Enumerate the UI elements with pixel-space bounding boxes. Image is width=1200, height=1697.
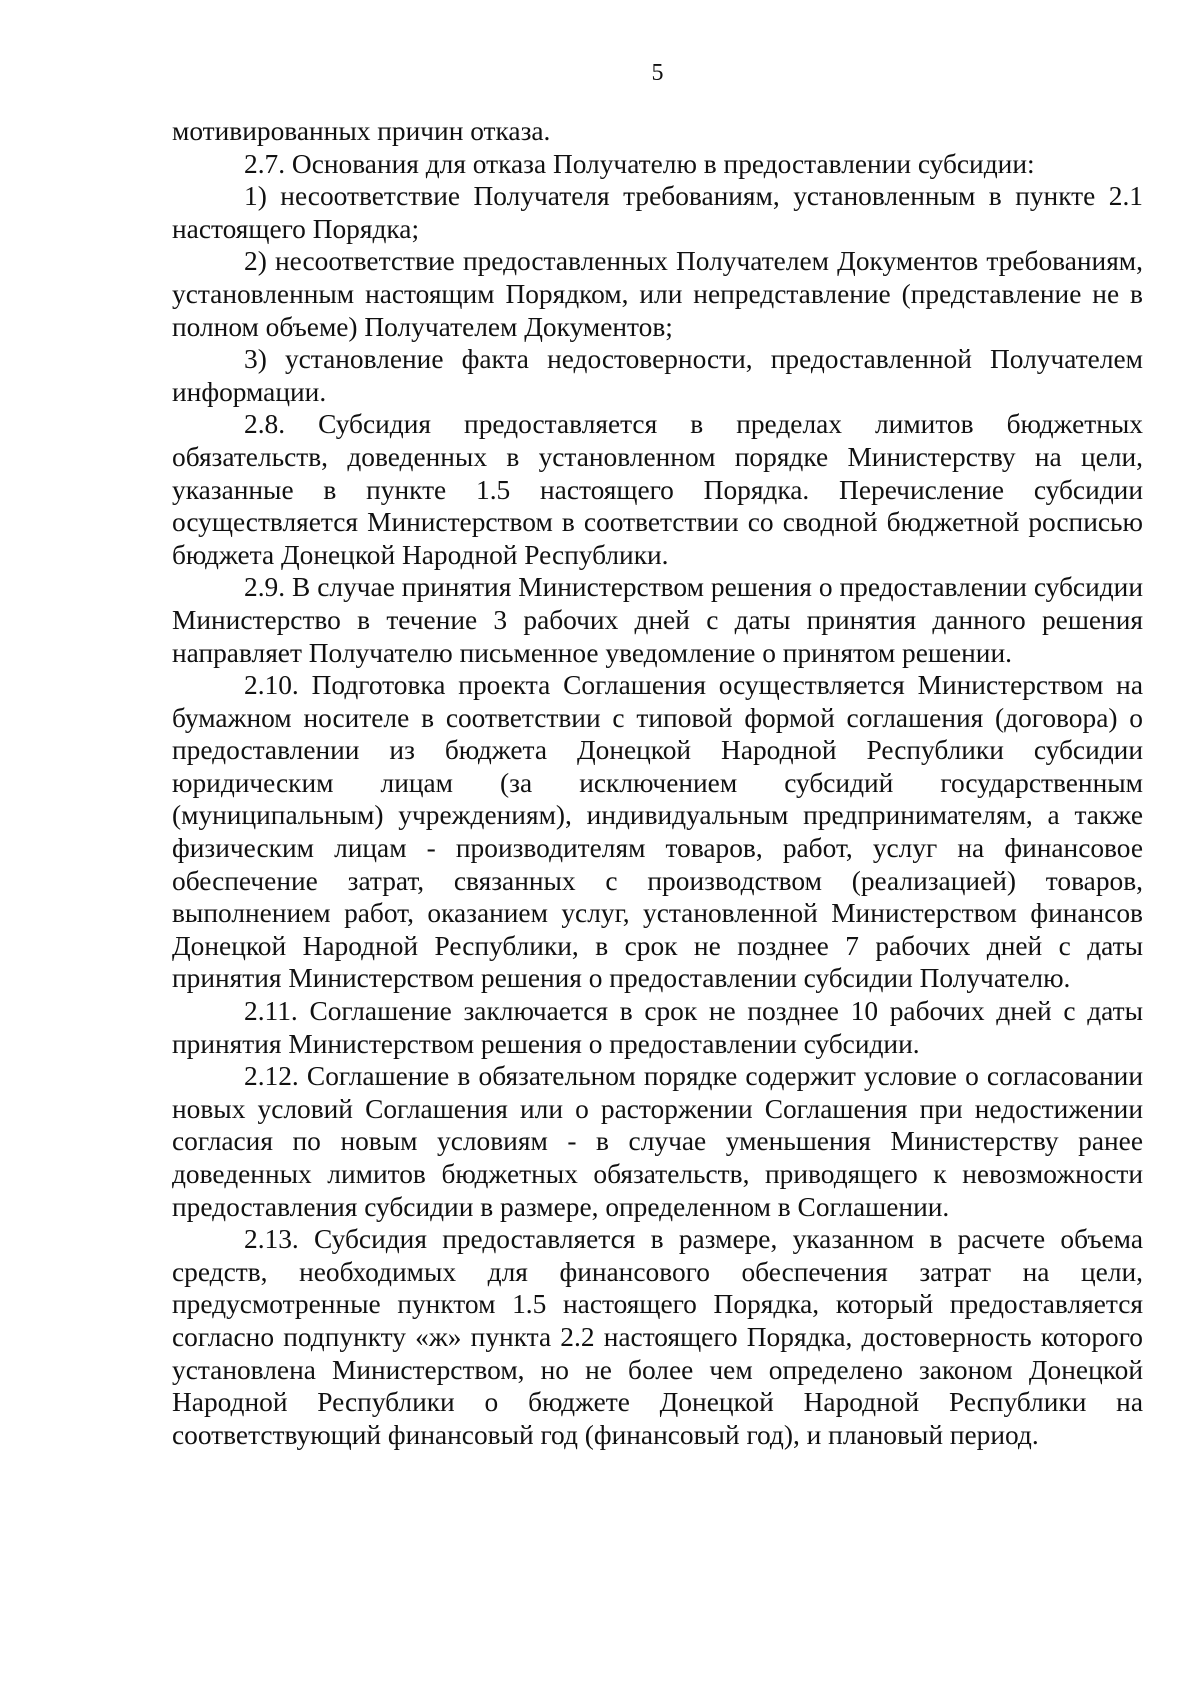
paragraph-2-10: 2.10. Подготовка проекта Соглашения осуществляется Министерством на бумажном носителе в соответствии с типовой формой соглашения (договора) о предоставлении из бюджета Донецкой Народной Республики субсидии юридическим лицам (за исключением субсидий государственным (муниципальным) учреждениям), индивидуальным предпринимателям, а также физическим лицам - производителям товаров, работ, услуг на финансовое обеспечение затрат, связанных с производством (реализацией) товаров, выполнением работ, оказанием услуг, установленной Министерством финансов Донецкой Народной Республики, в срок не позднее 7 рабочих дней с даты принятия Министерством решения о предоставлении субсидии Получателю. [172, 670, 1143, 994]
paragraph-2-8: 2.8. Субсидия предоставляется в пределах лимитов бюджетных обязательств, доведенных в установленном порядке Министерству на цели, указанные в пункте 1.5 настоящего Порядка. Перечисление субсидии осуществляется Министерством в соответствии со сводной бюджетной росписью бюджета Донецкой Народной Республики. [172, 409, 1143, 570]
document-body [172, 115, 1143, 1451]
paragraph-2-7-item-3: 3) установление факта недостоверности, предоставленной Получателем информации. [172, 344, 1143, 407]
paragraph-2-9: 2.9. В случае принятия Министерством решения о предоставлении субсидии Министерство в течение 3 рабочих дней с даты принятия данного решения направляет Получателю письменное уведомление о принятом решении. [172, 572, 1143, 668]
paragraph-2-12: 2.12. Соглашение в обязательном порядке содержит условие о согласовании новых условий Соглашения или о расторжении Соглашения при недостижении согласия по новым условиям - в случае уменьшения Министерству ранее доведенных лимитов бюджетных обязательств, приводящего к невозможности предоставления субсидии в размере, определенном в Соглашении. [172, 1061, 1143, 1222]
paragraph-2-11: 2.11. Соглашение заключается в срок не позднее 10 рабочих дней с даты принятия Министерством решения о предоставлении субсидии. [172, 996, 1143, 1059]
paragraph-2-13: 2.13. Субсидия предоставляется в размере, указанном в расчете объема средств, необходимых для финансового обеспечения затрат на цели, предусмотренные пунктом 1.5 настоящего Порядка, который предоставляется согласно подпункту «ж» пункта 2.2 настоящего Порядка, достоверность которого установлена Министерством, но не более чем определено законом Донецкой Народной Республики о бюджете Донецкой Народной Республики на соответствующий финансовый год (финансовый год), и плановый период. [172, 1224, 1143, 1450]
paragraph-continuation: мотивированных причин отказа. [172, 116, 551, 146]
paragraph-2-7: 2.7. Основания для отказа Получателю в предоставлении субсидии: [244, 148, 1035, 179]
paragraph-2-7-item-2: 2) несоответствие предоставленных Получателем Документов требованиям, установленным настоящим Порядком, или непредставление (представление не в полном объеме) Получателем Документов; [172, 246, 1143, 342]
paragraph-2-7-item-1: 1) несоответствие Получателя требованиям, установленным в пункте 2.1 настоящего Порядка; [172, 181, 1143, 244]
page-number: 5 [651, 60, 664, 86]
